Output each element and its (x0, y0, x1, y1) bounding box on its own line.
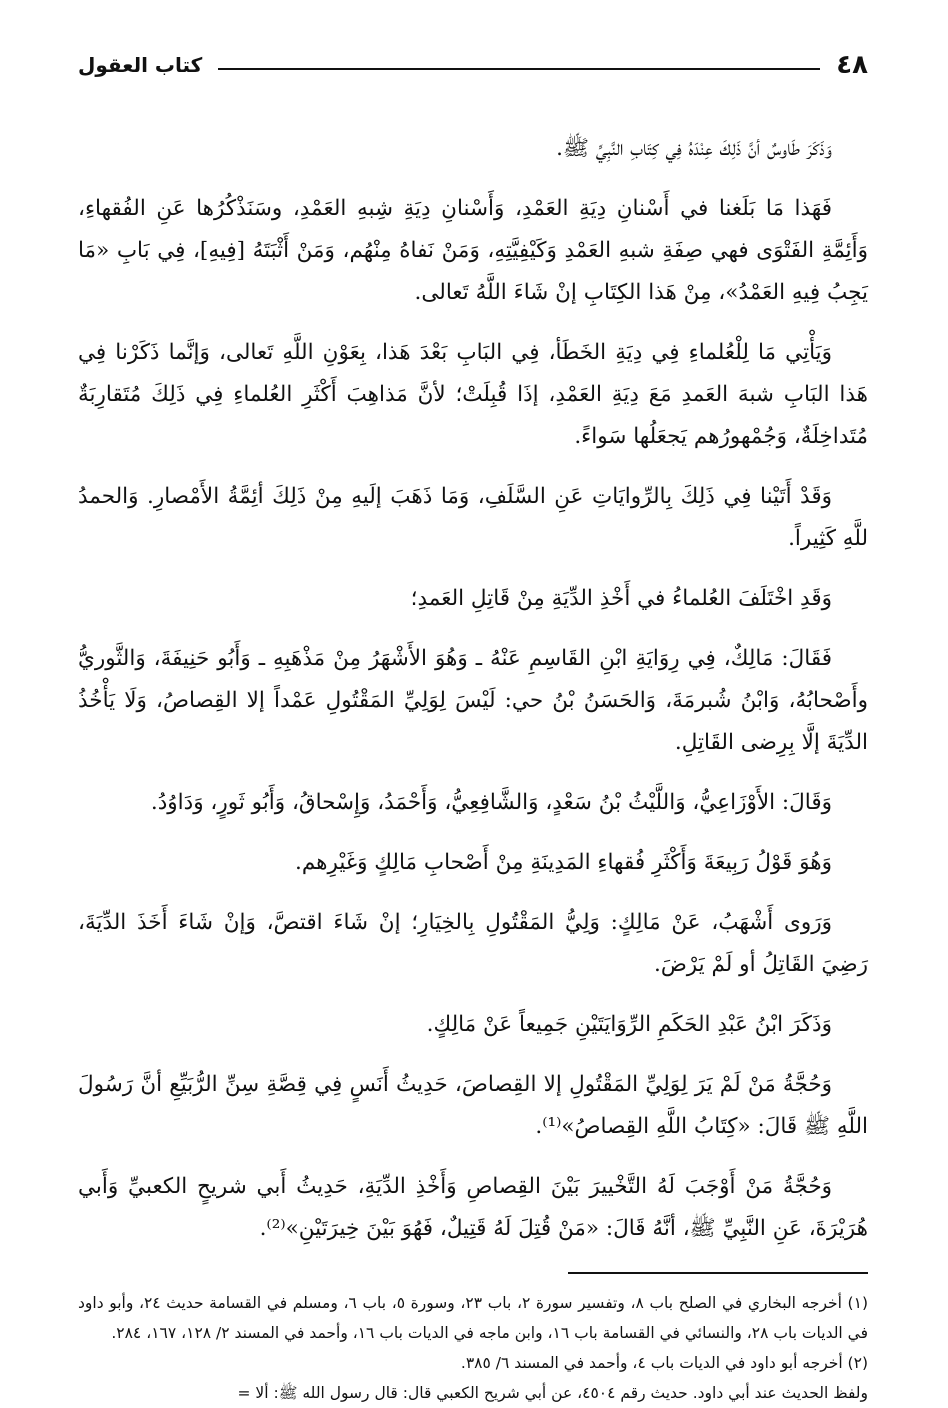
paragraph: فَهَذا مَا بَلَغنا في أَسْنانِ دِيَةِ العَمْدِ، وَأَسْنانِ دِيَةِ شِبهِ العَمْدِ، وسَنَذْكُرُها عَنِ الفُقهاءِ، وَأَئِمَّةِ الفَتْوَى فهي صِفَةِ شبهِ العَمْدِ وَكَيْفِيَّتِهِ، وَمَنْ نَفاهُ مِنْهُم، وَمَنْ أَثْبَتَهُ [فِيهِ]، فِي بَابِ «مَا يَجِبُ فِيهِ العَمْدُ»، مِنْ هَذا الكِتَابِ إنْ شَاءَ اللَّهُ تَعالى. (78, 196, 868, 305)
paragraph: وَحُجَّةُ مَنْ لَمْ يَرَ لِوَلِيِّ المَقْتُولِ إلا القِصاصَ، حَدِيثُ أَنَسٍ فِي قِصَّةِ سِنِّ الرُّبَيِّعِ أنَّ رَسُولَ اللَّهِ ﷺ قَالَ: «كِتَابُ اللَّهِ القِصاصُ»⁽¹⁾. (78, 1072, 868, 1139)
paragraph: وَقَدْ أَتَيْنا فِي ذَلِكَ بِالرِّوايَاتِ عَنِ السَّلَفِ، وَمَا ذَهَبَ إلَيهِ مِنْ ذَلِكَ أئِمَّةُ الأَمْصارِ. وَالحمدُ للَّهِ كَثِيراً. (78, 484, 868, 551)
main-text (78, 128, 868, 1250)
footnote-separator (568, 1272, 868, 1274)
paragraph: فَقَالَ: مَالِكٌ، فِي رِوَايَةِ ابْنِ القَاسِمِ عَنْهُ ـ وَهُوَ الأَشْهَرُ مِنْ مَذْهَبِهِ ـ وَأَبُو حَنِيفَةَ، وَالثَّوريُّ وأَصْحابُهُ، وَابْنُ شُبرمَةَ، وَالحَسَنُ بْنُ حي: لَيْسَ لِوَلِيِّ المَقْتُولِ عَمْداً إلا القِصاصُ، وَلَا يَأْخُذُ الدِّيَةَ إلَّا بِرِضى القَاتِلِ. (78, 646, 868, 755)
paragraph: وَهُوَ قَوْلُ رَبِيعَةَ وَأَكْثَرِ فُقهاءِ المَدِينَةِ مِنْ أَصْحابِ مَالِكٍ وَغَيْرِهم. (295, 850, 832, 875)
paragraph: وَذَكَرَ ابْنُ عَبْدِ الحَكَمِ الرِّوَايَتَيْنِ جَمِيعاً عَنْ مَالِكٍ. (426, 1012, 832, 1037)
paragraph: وَيَأْتِي مَا لِلْعُلماءِ فِي دِيَةِ الخَطَأ، فِي البَابِ بَعْدَ هَذا، بِعَوْنِ اللَّهِ تَعالى، وَإنَّما ذَكَرْنا فِي هَذا البَابِ شبهَ العَمدِ مَعَ دِيَةِ العَمْدِ، إذَا قُبِلَتْ؛ لأنَّ مَذاهِبَ أَكْثَرِ العُلماءِ فِي ذَلِكَ مُتَقارِبَةٌ مُتَداخِلَةٌ، وَجُمْهورُهم يَجعَلُها سَواءً. (78, 340, 868, 449)
footnote: ولفظ الحديث عند أبي داود. حديث رقم ٤٥٠٤، عن أبي شريح الكعبي قال: قال رسول الله ﷺ: ألا = (237, 1383, 868, 1402)
header-rule (218, 68, 820, 70)
paragraph: وَقَالَ: الأَوْزَاعِيُّ، وَاللَّيْثُ بْنُ سَعْدٍ، وَالشَّافِعِيُّ، وَأَحْمَدُ، وَإِسْحاقُ، وَأَبُو ثَورٍ، وَدَاوُدُ. (150, 790, 832, 815)
paragraph: وَرَوى أَشْهَبُ، عَنْ مَالِكٍ: وَلِيُّ المَقْتُولِ بِالخِيَارِ؛ إنْ شَاءَ اقتصَّ، وَإنْ شَاءَ أَخَذَ الدِّيَةَ، رَضِيَ القَاتِلُ أو لَمْ يَرْضَ. (78, 910, 868, 977)
footnote: (١) أخرجه البخاري في الصلح باب ٨، وتفسير سورة ٢، باب ٢٣، وسورة ٥، باب ٦، ومسلم في القسامة حديث ٢٤، وأبو داود في الديات باب ٢٨، والنسائي في القسامة باب ١٦، وابن ماجه في الديات باب ١٦، وأحمد في المسند ٢/ ١٢٨، ١٦٧، ٢٨٤. (78, 1293, 868, 1342)
paragraph: وَقَدِ اخْتَلَفَ العُلماءُ في أَخْذِ الدِّيَةِ مِنْ قَاتِلِ العَمدِ؛ (410, 586, 832, 611)
paragraph: وَحُجَّةُ مَنْ أَوْجَبَ لَهُ التَّخْييرَ بَيْنَ القِصاصِ وَأَخْذِ الدِّيَةِ، حَدِيثُ أَبي شريحٍ الكعبيِّ وَأَبي هُرَيْرَةَ، عَنِ النَّبِيِّ ﷺ، أنَّهُ قَالَ: «مَنْ قُتِلَ لَهُ قَتِيلٌ، فَهُوَ بَيْنَ خِيرَتَيْنِ»⁽²⁾. (78, 1174, 868, 1241)
paragraph: وَذَكَرَ طَاوسٌ أنَّ ذَلِكَ عِنْدَهُ فِي كِتَابِ النَّبِيِّ ﷺ. (556, 136, 832, 161)
book-title: كتاب العقول (78, 53, 203, 77)
footnote: (٢) أخرجه أبو داود في الديات باب ٤، وأحمد في المسند ٦/ ٣٨٥. (460, 1353, 868, 1372)
running-header (78, 38, 868, 80)
book-page (78, 38, 868, 1402)
footnotes (78, 1288, 868, 1408)
page-number: ٤٨ (836, 50, 868, 80)
